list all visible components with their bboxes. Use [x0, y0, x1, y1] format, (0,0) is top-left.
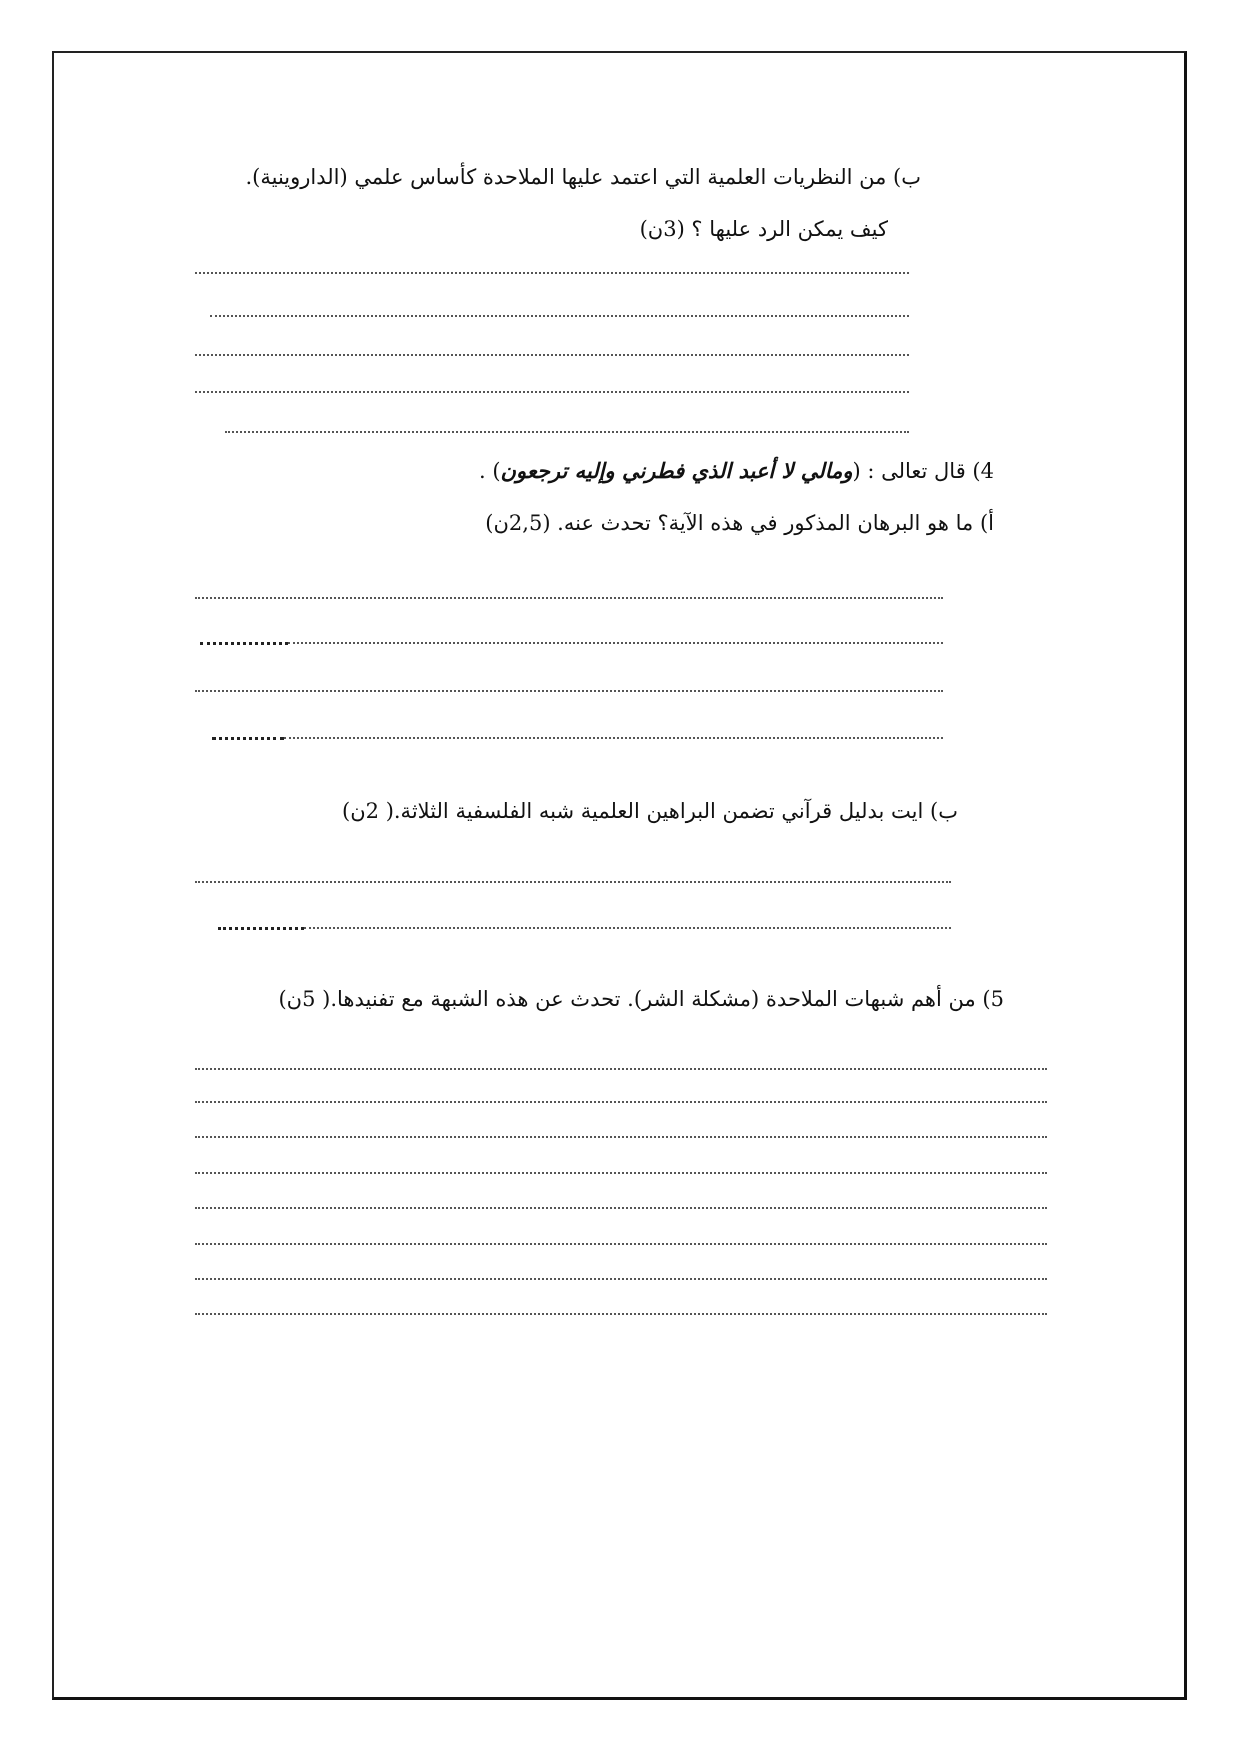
question-4b: ب) ايت بدليل قرآني تضمن البراهين العلمية شبه الفلسفية الثلاثة.( 2ن)	[342, 799, 958, 823]
question-4-intro	[479, 457, 994, 485]
answer-line[interactable]	[304, 927, 951, 929]
answer-line[interactable]	[195, 881, 951, 883]
answer-line[interactable]	[195, 272, 909, 274]
answer-line[interactable]	[195, 690, 943, 692]
answer-line-start[interactable]	[212, 737, 284, 740]
question-4a: أ) ما هو البرهان المذكور في هذه الآية؟ تحدث عنه. (2,5ن)	[485, 511, 994, 535]
answer-line[interactable]	[195, 354, 909, 356]
question-3b-line2: كيف يمكن الرد عليها ؟ (3ن)	[639, 217, 888, 241]
answer-line[interactable]	[225, 431, 909, 433]
answer-line[interactable]	[195, 1207, 1047, 1209]
answer-line[interactable]	[195, 1136, 1047, 1138]
answer-line[interactable]	[195, 1101, 1047, 1103]
answer-line[interactable]	[195, 1243, 1047, 1245]
answer-line[interactable]	[195, 1172, 1047, 1174]
answer-line[interactable]	[195, 391, 909, 393]
quran-verse: ومالي لا أعبد الذي فطرني وإليه ترجعون	[500, 458, 853, 483]
answer-line-start[interactable]	[218, 927, 304, 930]
answer-line[interactable]	[195, 597, 943, 599]
answer-line[interactable]	[210, 315, 909, 317]
answer-line[interactable]	[195, 1313, 1047, 1315]
answer-line-start[interactable]	[200, 642, 288, 645]
answer-line[interactable]	[288, 642, 943, 644]
question-4-intro-text: 4) قال تعالى : (	[852, 459, 994, 483]
question-3b-line1: ب) من النظريات العلمية التي اعتمد عليها الملاحدة كأساس علمي (الداروينية).	[245, 165, 921, 189]
question-5: 5) من أهم شبهات الملاحدة (مشكلة الشر). تحدث عن هذه الشبهة مع تفنيدها.( 5ن)	[278, 987, 1004, 1011]
answer-line[interactable]	[284, 737, 943, 739]
page-border	[52, 51, 1187, 1700]
answer-line[interactable]	[195, 1278, 1047, 1280]
answer-line[interactable]	[195, 1068, 1047, 1070]
question-4-close: ) .	[479, 459, 501, 483]
